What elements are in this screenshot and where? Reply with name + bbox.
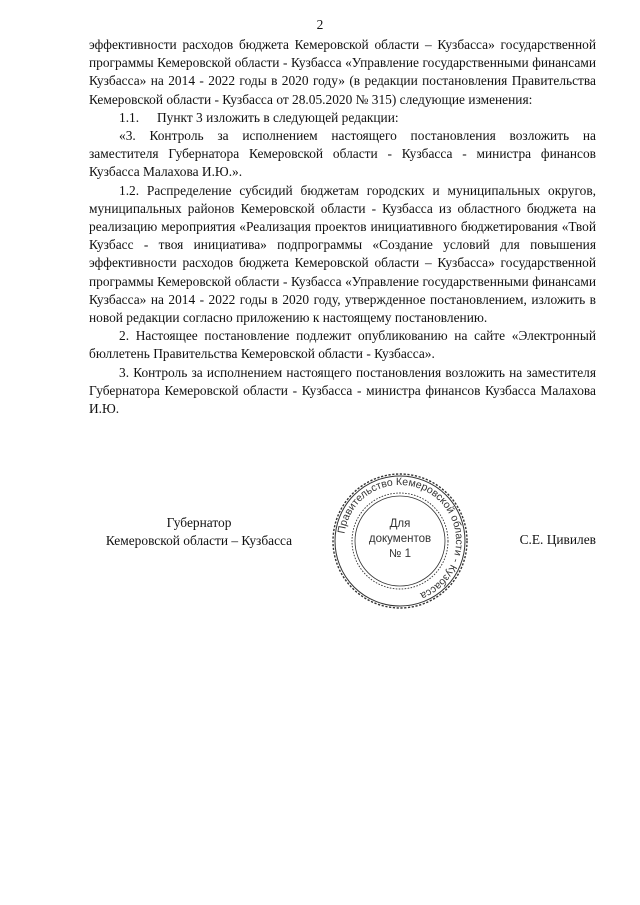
- signatory-position: [89, 514, 309, 550]
- paragraph-quote-3: «3. Контроль за исполнением настоящего постановления возложить на заместителя Губернатора Кемеровской области - Кузбасса - министра финансов Кузбасса Малахова И.Ю.».: [89, 128, 596, 180]
- seal-center-line-3: № 1: [389, 548, 411, 560]
- item-1-1: [119, 109, 596, 127]
- seal-ring-text: Правительство Кемеровской области - Кузбасса: [335, 475, 466, 602]
- signatory-name: С.Е. Цивилев: [519, 532, 596, 547]
- signatory-title: Губернатор: [166, 515, 232, 530]
- paragraph-1-2: 1.2. Распределение субсидий бюджетам городских и муниципальных округов, муниципальных районов Кемеровской области - Кузбасса из областного бюджета на реализацию мероприятия «Реализация проектов инициативного бюджетирования «Твой Кузбасс - твоя инициатива» подпрограммы «Создание условий для повышения эффективности расходов бюджета Кемеровской области – Кузбасса» государственной программы Кемеровской области - Кузбасса «Управление государственными финансами Кузбасса» на 2014 - 2022 годы в 2020 году, утвержденное постановлением, изложить в новой редакции согласно приложению к настоящему постановлению.: [89, 182, 596, 326]
- paragraph-2: 2. Настоящее постановление подлежит опубликованию на сайте «Электронный бюллетень Правительства Кемеровской области - Кузбасса».: [89, 328, 596, 362]
- seal-center-line-1: Для: [389, 518, 411, 530]
- seal-graphic: [330, 471, 470, 611]
- seal-center-line-2: документов: [368, 533, 432, 545]
- item-1-1-number: 1.1.: [119, 109, 140, 125]
- signatory-region: Кемеровской области – Кузбасса: [105, 533, 293, 549]
- document-body: [89, 36, 596, 418]
- paragraph-3: 3. Контроль за исполнением настоящего постановления возложить на заместителя Губернатора Кемеровской области - Кузбасса - министра финансов Кузбасса Малахова И.Ю.: [89, 364, 596, 417]
- paragraph-intro: эффективности расходов бюджета Кемеровской области – Кузбасса» государственной программы Кемеровской области - Кузбасса «Управление государственными финансами Кузбасса» на 2014 - 2022 годы в 2020 году» (в редакции постановления Правительства Кемеровской области - Кузбасса от 28.05.2020 № 315) следующие изменения:: [89, 37, 596, 107]
- item-1-1-text: Пункт 3 изложить в следующей редакции:: [157, 109, 399, 125]
- official-seal: [330, 471, 470, 611]
- page-number: 2: [316, 17, 324, 32]
